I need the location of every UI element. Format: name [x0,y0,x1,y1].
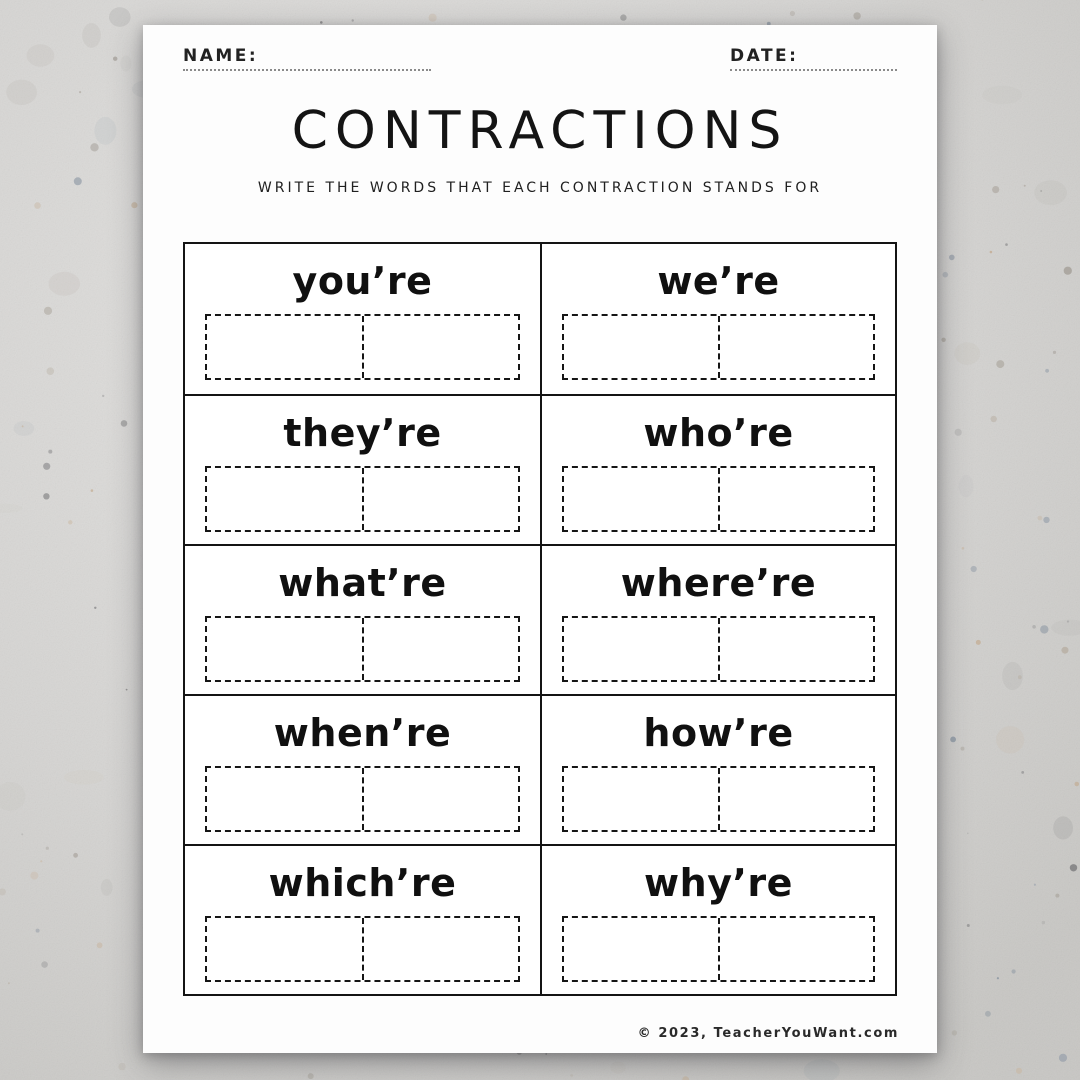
answer-field-word1[interactable] [207,468,362,530]
answer-field-word2[interactable] [720,468,874,530]
answer-field-word2[interactable] [720,316,874,378]
answer-box [562,766,875,832]
contraction-cell [540,844,895,994]
contraction-cell [540,244,895,394]
answer-field-word2[interactable] [364,468,519,530]
contraction-cell [540,694,895,844]
answer-field-word1[interactable] [564,918,718,980]
answer-field-word1[interactable] [564,768,718,830]
page-subtitle: WRITE THE WORDS THAT EACH CONTRACTION STANDS FOR [257,180,823,196]
answer-field-word2[interactable] [364,316,519,378]
header [183,45,897,71]
name-label: NAME: [183,46,259,66]
contraction-word: what’re [278,561,447,605]
answer-field-word1[interactable] [207,918,362,980]
date-label: DATE: [730,46,799,66]
contraction-cell [185,394,540,544]
contraction-word: why’re [644,861,793,905]
answer-box [562,916,875,982]
contraction-cell [185,544,540,694]
answer-box [205,766,520,832]
contraction-word: how’re [643,711,794,755]
answer-field-word2[interactable] [720,768,874,830]
name-write-line[interactable] [183,69,431,71]
answer-field-word1[interactable] [207,618,362,680]
worksheet-page [143,25,937,1053]
answer-field-word1[interactable] [207,768,362,830]
answer-field-word2[interactable] [720,618,874,680]
contraction-word: who’re [643,411,794,455]
contraction-word: where’re [620,561,817,605]
contraction-cell [185,244,540,394]
contraction-word: they’re [283,411,442,455]
answer-box [205,466,520,532]
contractions-grid [183,242,897,996]
contraction-word: when’re [273,711,452,755]
answer-box [562,314,875,380]
contraction-cell [540,544,895,694]
answer-field-word2[interactable] [364,768,519,830]
answer-field-word1[interactable] [564,316,718,378]
date-write-line[interactable] [730,69,897,71]
answer-field-word1[interactable] [207,316,362,378]
date-field [730,45,897,71]
answer-box [562,616,875,682]
contraction-word: which’re [268,861,457,905]
answer-field-word1[interactable] [564,618,718,680]
name-field [183,45,431,71]
contraction-word: you’re [292,259,433,303]
page-title: CONTRACTIONS [291,101,789,161]
contraction-cell [185,694,540,844]
answer-box [562,466,875,532]
answer-field-word2[interactable] [720,918,874,980]
answer-box [205,616,520,682]
answer-box [205,314,520,380]
answer-field-word2[interactable] [364,618,519,680]
answer-field-word2[interactable] [364,918,519,980]
copyright-text: © 2023, TeacherYouWant.com [637,1026,899,1041]
contraction-cell [540,394,895,544]
contraction-cell [185,844,540,994]
answer-field-word1[interactable] [564,468,718,530]
answer-box [205,916,520,982]
contraction-word: we’re [657,259,780,303]
